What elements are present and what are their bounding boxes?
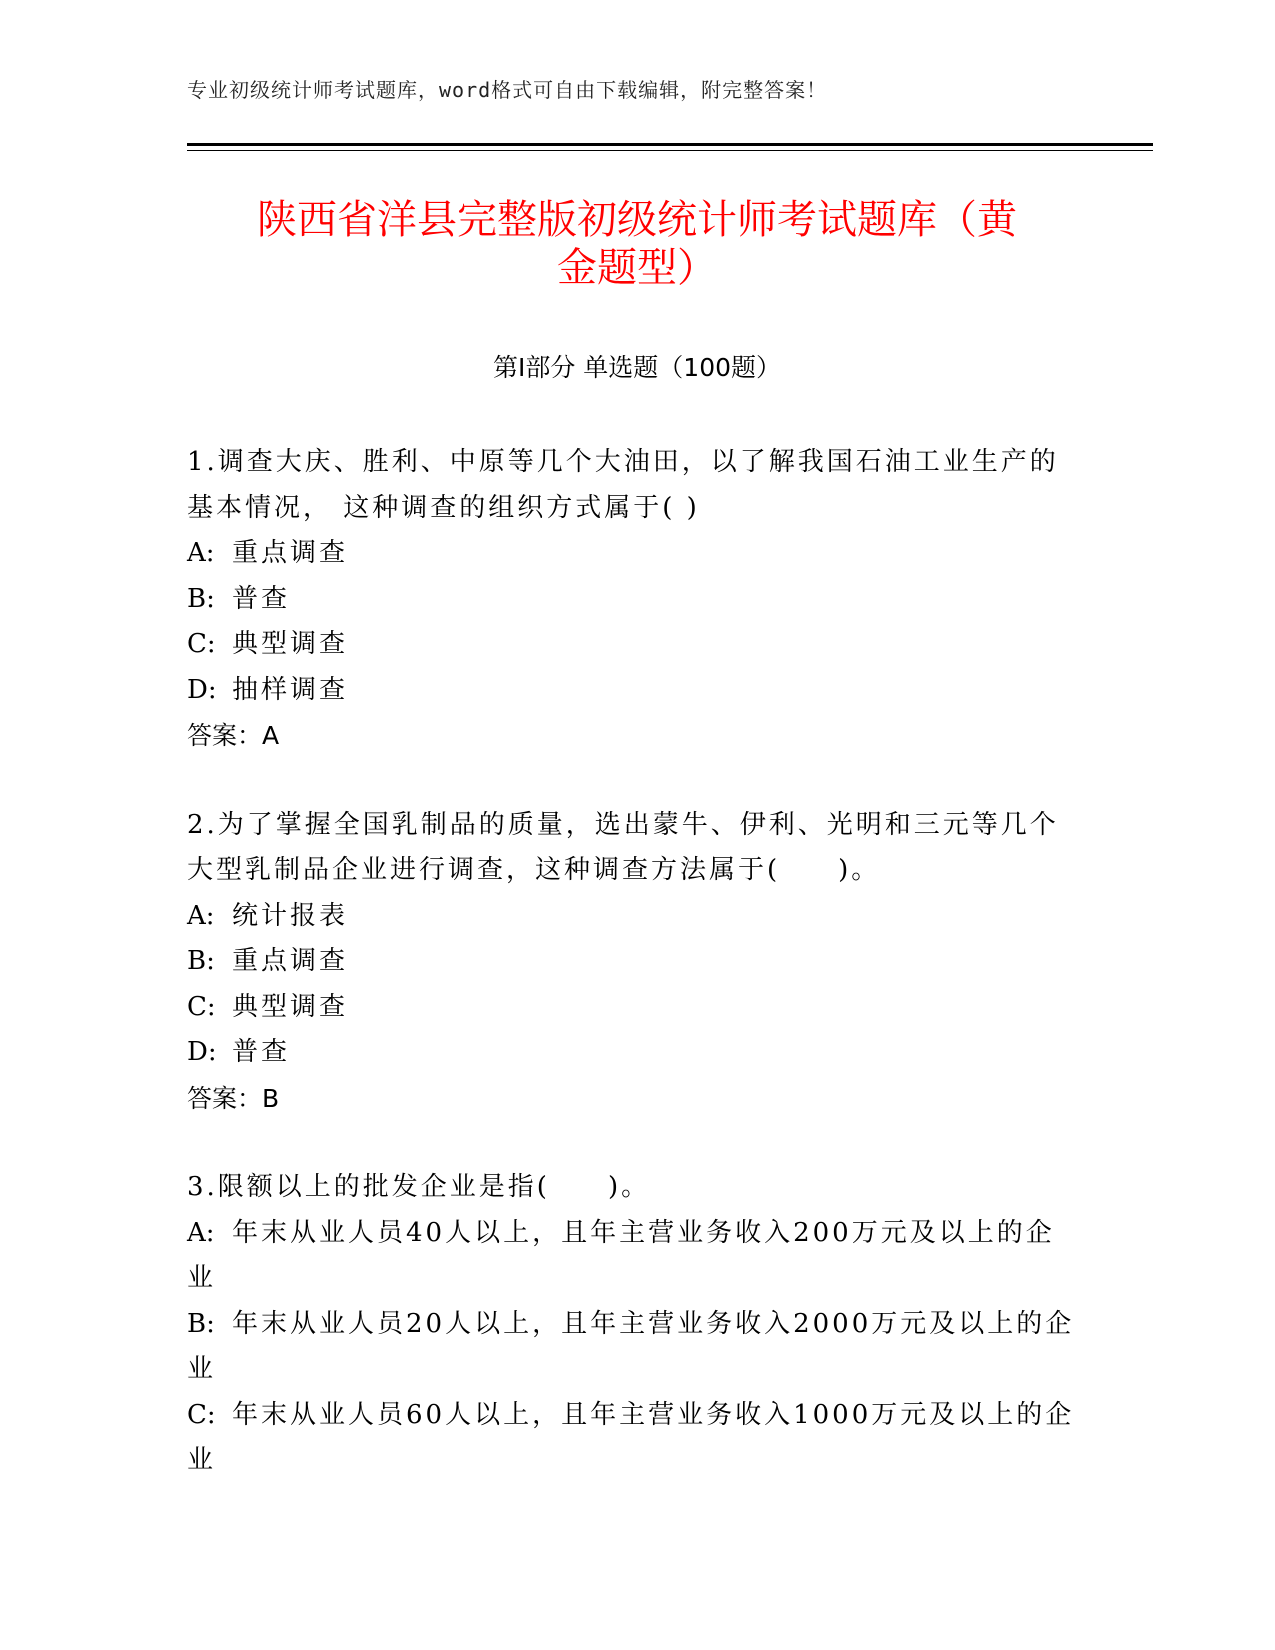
question-stem-line: 3.限额以上的批发企业是指( )。 [187,1172,651,1202]
option-text-continuation: 业 [187,1445,217,1475]
option-text-continuation: 业 [187,1263,217,1293]
option-a [187,894,1087,940]
option-b [187,577,1087,623]
question-item [187,440,1087,759]
question-list [187,440,1087,1528]
option-text: 重点调查 [232,538,349,568]
page-title [187,196,1087,292]
option-letter: D: [187,674,217,705]
answer-line [187,713,1087,759]
question-item [187,1165,1087,1484]
answer-value: A [262,721,280,750]
option-b [187,939,1087,985]
option-text: 年末从业人员60人以上，且年主营业务收入1000万元及以上的企 [232,1399,1075,1430]
question-stem-line: 1.调查大庆、胜利、中原等几个大油田，以了解我国石油工业生产的 [187,447,1059,477]
question-stem-line: 2.为了掌握全国乳制品的质量，选出蒙牛、伊利、光明和三元等几个 [187,809,1059,840]
option-text: 典型调查 [232,991,349,1022]
question-item [187,803,1087,1122]
option-text: 普查 [232,583,291,614]
question-stem-line: 大型乳制品企业进行调查，这种调查方法属于( )。 [187,855,881,885]
option-letter: C: [187,1399,216,1430]
header-rule-thin [187,150,1153,151]
option-text: 抽样调查 [232,674,349,705]
page-title-line-2: 金题型） [557,245,717,291]
option-text: 年末从业人员20人以上，且年主营业务收入2000万元及以上的企 [232,1308,1075,1339]
section-title: 第Ⅰ部分 单选题（100题） [492,353,782,382]
option-c [187,985,1087,1031]
option-d [187,668,1087,714]
option-text: 重点调查 [232,946,349,976]
option-letter: B: [187,583,215,614]
answer-label: 答案： [187,721,263,750]
option-d [187,1030,1087,1076]
answer-line [187,1076,1087,1122]
option-letter: A: [187,1217,215,1248]
option-text: 典型调查 [232,629,349,659]
option-c [187,1393,1087,1439]
option-text: 年末从业人员40人以上，且年主营业务收入200万元及以上的企 [232,1217,1055,1248]
option-letter: D: [187,1037,217,1067]
option-letter: A: [187,900,215,931]
option-text-continuation: 业 [187,1354,217,1384]
answer-value: B [262,1083,280,1113]
option-c [187,622,1087,668]
option-a [187,1211,1087,1257]
option-text: 统计报表 [232,900,349,931]
page-title-line-1: 陕西省洋县完整版初级统计师考试题库（黄 [257,197,1017,243]
header-rule-thick [187,143,1153,146]
option-letter: C: [187,991,216,1022]
option-a [187,531,1087,577]
header-note: 专业初级统计师考试题库，word格式可自由下载编辑，附完整答案！ [187,78,828,102]
question-stem-line: 基本情况， 这种调查的组织方式属于( ) [187,492,700,523]
option-b [187,1302,1087,1348]
option-letter: C: [187,629,216,659]
option-letter: B: [187,1308,215,1339]
option-text: 普查 [232,1037,291,1067]
option-letter: B: [187,946,215,976]
option-letter: A: [187,538,215,568]
answer-label: 答案： [187,1083,263,1113]
